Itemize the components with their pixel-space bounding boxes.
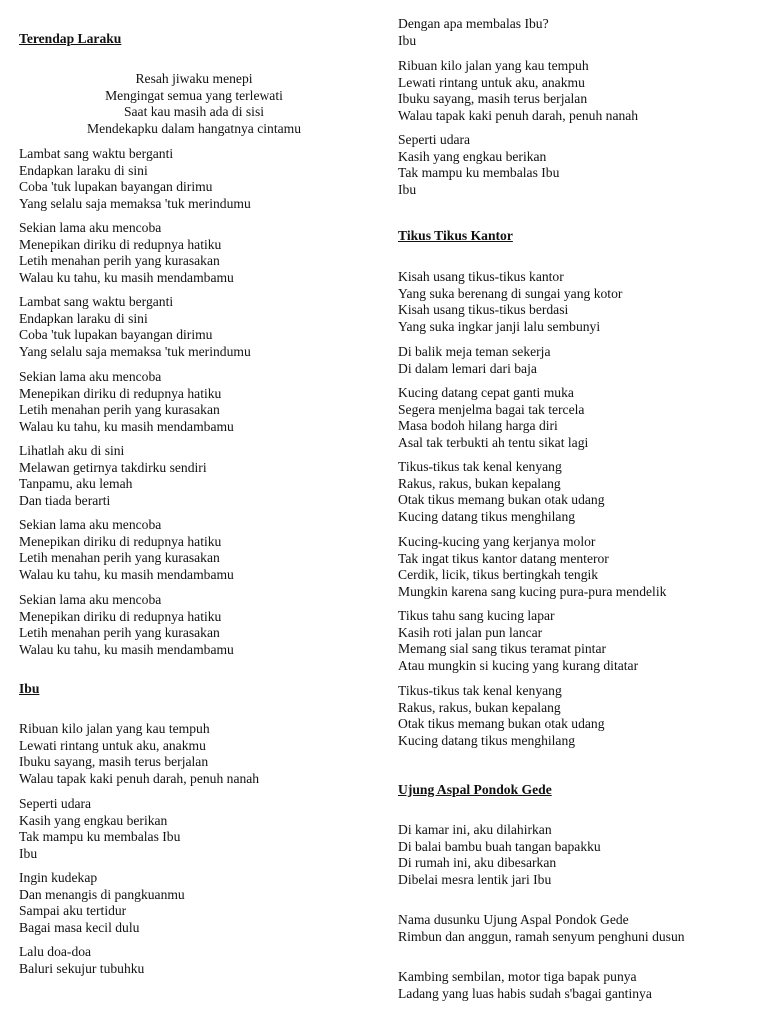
poem-line: Endapkan laraku di sini	[19, 162, 148, 178]
poem-line: Lihatlah aku di sini	[19, 443, 125, 458]
poem-title-ujung-aspal-pondok-gede: Ujung Aspal Pondok Gede	[398, 782, 552, 797]
poem-line: Walau tapak kaki penuh darah, penuh nanah	[398, 107, 639, 123]
poem-line: Lewati rintang untuk aku, anakmu	[398, 74, 585, 90]
poem-line: Tak mampu ku membalas Ibu	[19, 829, 181, 845]
stanza	[398, 608, 638, 674]
poem-line: Sekian lama aku mencoba	[19, 369, 162, 384]
stanza	[19, 71, 369, 137]
poem-line: Kasih yang engkau berikan	[19, 812, 168, 828]
poem-line: Yang selalu saja memaksa 'tuk merindumu	[19, 195, 251, 211]
poem-line: Cerdik, licik, tikus bertingkah tengik	[398, 567, 599, 583]
poem-line: Melawan getirnya takdirku sendiri	[19, 459, 207, 475]
stanza	[398, 969, 652, 1002]
poem-line: Yang suka ingkar janji lalu sembunyi	[398, 318, 601, 334]
poem-line: Kucing datang tikus menghilang	[398, 508, 576, 524]
poem-line: Ibuku sayang, masih terus berjalan	[19, 754, 209, 770]
poem-title-ibu: Ibu	[19, 681, 40, 696]
poem-line: Di balik meja teman sekerja	[398, 344, 551, 359]
poem-line: Resah jiwaku menepi	[135, 71, 253, 86]
poem-line: Di dalam lemari dari baja	[398, 360, 537, 376]
poem-line: Kisah usang tikus-tikus kantor	[398, 269, 564, 284]
poem-line: Lambat sang waktu berganti	[19, 146, 174, 161]
stanza	[19, 443, 207, 509]
poem-line: Walau ku tahu, ku masih mendambamu	[19, 269, 234, 285]
poem-line: Asal tak terbukti ah tentu sikat lagi	[398, 434, 589, 450]
poem-line: Tak ingat tikus kantor datang menteror	[398, 550, 609, 566]
poem-line: Walau ku tahu, ku masih mendambamu	[19, 641, 234, 657]
poem-line: Menepikan diriku di redupnya hatiku	[19, 236, 222, 252]
poem-line: Menepikan diriku di redupnya hatiku	[19, 385, 222, 401]
poem-line: Dibelai mesra lentik jari Ibu	[398, 871, 552, 887]
poem-line: Rakus, rakus, bukan kepalang	[398, 475, 561, 491]
poem-line: Seperti udara	[398, 132, 471, 147]
poem-line: Mengingat semua yang terlewati	[105, 87, 283, 103]
poem-line: Masa bodoh hilang harga diri	[398, 418, 558, 434]
poem-title-terendap-laraku: Terendap Laraku	[19, 31, 122, 46]
poem-line: Otak tikus memang bukan otak udang	[398, 716, 605, 732]
poem-line: Sekian lama aku mencoba	[19, 592, 162, 607]
poem-line: Ibuku sayang, masih terus berjalan	[398, 91, 588, 107]
poem-line: Atau mungkin si kucing yang kurang ditatar	[398, 657, 639, 673]
poem-line: Sekian lama aku mencoba	[19, 220, 162, 235]
poem-line: Walau ku tahu, ku masih mendambamu	[19, 566, 234, 582]
poem-line: Yang selalu saja memaksa 'tuk merindumu	[19, 343, 251, 359]
poem-line: Saat kau masih ada di sisi	[123, 104, 265, 120]
stanza	[398, 58, 638, 124]
stanza	[398, 822, 601, 888]
poem-line: Ibu	[398, 181, 417, 197]
poem-line: Walau tapak kaki penuh darah, penuh nanah	[19, 770, 260, 786]
poem-line: Dan menangis di pangkuanmu	[19, 886, 185, 902]
stanza	[398, 132, 559, 198]
poem-line: Kambing sembilan, motor tiga bapak punya	[398, 969, 637, 984]
poem-line: Ibu	[19, 845, 38, 861]
poem-line: Ribuan kilo jalan yang kau tempuh	[398, 58, 589, 73]
poem-line: Kucing-kucing yang kerjanya molor	[398, 534, 596, 549]
poem-line: Lewati rintang untuk aku, anakmu	[19, 737, 206, 753]
poem-line: Tak mampu ku membalas Ibu	[398, 165, 560, 181]
poem-line: Tikus tahu sang kucing lapar	[398, 608, 555, 623]
poem-line: Nama dusunku Ujung Aspal Pondok Gede	[398, 912, 629, 927]
poem-line: Seperti udara	[19, 796, 92, 811]
poem-line: Kucing datang cepat ganti muka	[398, 385, 574, 400]
poem-line: Letih menahan perih yang kurasakan	[19, 253, 220, 269]
poem-line: Otak tikus memang bukan otak udang	[398, 492, 605, 508]
poem-line: Sekian lama aku mencoba	[19, 517, 162, 532]
poem-line: Ladang yang luas habis sudah s'bagai gantinya	[398, 985, 652, 1001]
stanza	[398, 269, 622, 335]
poem-line: Walau ku tahu, ku masih mendambamu	[19, 418, 234, 434]
stanza	[398, 385, 588, 451]
poem-line: Lalu doa-doa	[19, 944, 92, 959]
poem-line: Dan tiada berarti	[19, 492, 111, 508]
stanza	[398, 16, 549, 49]
stanza	[19, 294, 251, 360]
poem-line: Letih menahan perih yang kurasakan	[19, 402, 220, 418]
poem-line: Yang suka berenang di sungai yang kotor	[398, 285, 623, 301]
poem-line: Rimbun dan anggun, ramah senyum penghuni dusun	[398, 928, 685, 944]
poem-line: Tikus-tikus tak kenal kenyang	[398, 459, 562, 474]
poem-line: Letih menahan perih yang kurasakan	[19, 550, 220, 566]
stanza	[19, 592, 234, 658]
poem-line: Di rumah ini, aku dibesarkan	[398, 855, 557, 871]
poem-line: Coba 'tuk lupakan bayangan dirimu	[19, 179, 213, 195]
poem-line: Endapkan laraku di sini	[19, 310, 148, 326]
stanza	[19, 146, 251, 212]
stanza	[398, 683, 605, 749]
stanza	[19, 721, 259, 787]
poem-line: Tanpamu, aku lemah	[19, 476, 133, 492]
poem-line: Lambat sang waktu berganti	[19, 294, 174, 309]
poem-line: Kucing datang tikus menghilang	[398, 732, 576, 748]
poem-line: Menepikan diriku di redupnya hatiku	[19, 608, 222, 624]
poem-line: Ingin kudekap	[19, 870, 98, 885]
poem-line: Bagai masa kecil dulu	[19, 919, 140, 935]
stanza	[19, 220, 234, 286]
poem-title-tikus-tikus-kantor: Tikus Tikus Kantor	[398, 228, 513, 243]
poem-line: Coba 'tuk lupakan bayangan dirimu	[19, 327, 213, 343]
poem-line: Mendekapku dalam hangatnya cintamu	[86, 120, 302, 136]
stanza	[19, 369, 234, 435]
poem-line: Kasih yang engkau berikan	[398, 148, 547, 164]
stanza	[19, 796, 180, 862]
poem-line: Rakus, rakus, bukan kepalang	[398, 699, 561, 715]
poem-line: Memang sial sang tikus teramat pintar	[398, 641, 607, 657]
poem-line: Di balai bambu buah tangan bapakku	[398, 838, 601, 854]
stanza	[398, 912, 685, 945]
stanza	[398, 459, 605, 525]
stanza	[19, 944, 144, 977]
stanza	[398, 344, 551, 377]
stanza	[19, 517, 234, 583]
stanza	[19, 870, 185, 936]
poem-line: Di kamar ini, aku dilahirkan	[398, 822, 552, 837]
poem-line: Tikus-tikus tak kenal kenyang	[398, 683, 562, 698]
poem-line: Ribuan kilo jalan yang kau tempuh	[19, 721, 210, 736]
poem-line: Kisah usang tikus-tikus berdasi	[398, 302, 569, 318]
stanza	[398, 534, 666, 600]
poem-line: Baluri sekujur tubuhku	[19, 960, 145, 976]
poem-line: Kasih roti jalan pun lancar	[398, 624, 543, 640]
poem-line: Dengan apa membalas Ibu?	[398, 16, 549, 31]
poem-line: Mungkin karena sang kucing pura-pura mendelik	[398, 583, 667, 599]
poem-line: Ibu	[398, 32, 417, 48]
poem-line: Menepikan diriku di redupnya hatiku	[19, 533, 222, 549]
poem-line: Sampai aku tertidur	[19, 903, 127, 919]
poem-line: Letih menahan perih yang kurasakan	[19, 625, 220, 641]
poem-line: Segera menjelma bagai tak tercela	[398, 401, 585, 417]
